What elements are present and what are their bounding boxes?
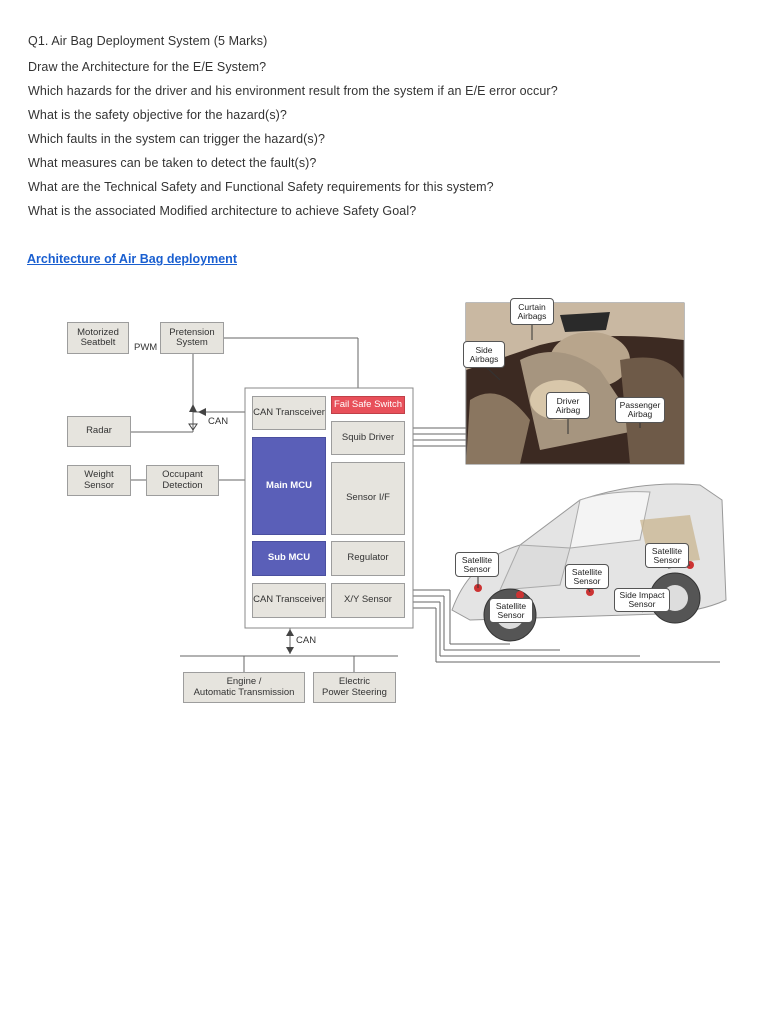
question-line: Which faults in the system can trigger the hazard(s)? — [28, 132, 326, 146]
occupant-detection-box: Occupant Detection — [146, 465, 219, 496]
question-line: What is the safety objective for the hazard(s)? — [28, 108, 287, 122]
sensor-if-box: Sensor I/F — [331, 462, 405, 535]
passenger-airbag-callout: Passenger Airbag — [615, 397, 665, 423]
architecture-heading-link[interactable]: Architecture of Air Bag deployment — [27, 252, 237, 266]
question-line: Which hazards for the driver and his environment result from the system if an E/E error occur? — [28, 84, 558, 98]
motorized-seatbelt-box: Motorized Seatbelt — [67, 322, 129, 354]
car-interior-illustration — [466, 303, 684, 464]
can-transceiver-top-box: CAN Transceiver — [252, 396, 326, 430]
curtain-airbags-callout: Curtain Airbags — [510, 298, 554, 325]
can-transceiver-bottom-box: CAN Transceiver — [252, 583, 326, 618]
question-line: What is the associated Modified architecture to achieve Safety Goal? — [28, 204, 417, 218]
satellite-sensor-callout: Satellite Sensor — [645, 543, 689, 568]
xy-sensor-box: X/Y Sensor — [331, 583, 405, 618]
side-airbags-callout: Side Airbags — [463, 341, 505, 368]
weight-sensor-box: Weight Sensor — [67, 465, 131, 496]
question-line: What are the Technical Safety and Functional Safety requirements for this system? — [28, 180, 494, 194]
pretension-system-box: Pretension System — [160, 322, 224, 354]
pwm-label: PWM — [134, 342, 158, 353]
satellite-sensor-callout: Satellite Sensor — [489, 598, 533, 623]
driver-airbag-callout: Driver Airbag — [546, 392, 590, 419]
can-label-top: CAN — [208, 416, 229, 427]
can-label-bottom: CAN — [296, 635, 317, 646]
side-impact-sensor-callout: Side Impact Sensor — [614, 588, 670, 612]
regulator-box: Regulator — [331, 541, 405, 576]
fail-safe-switch-box: Fail Safe Switch — [331, 396, 405, 414]
question-line: Draw the Architecture for the E/E System? — [28, 60, 267, 74]
squib-driver-box: Squib Driver — [331, 421, 405, 455]
satellite-sensor-callout: Satellite Sensor — [455, 552, 499, 577]
engine-transmission-box: Engine / Automatic Transmission — [183, 672, 305, 703]
radar-box: Radar — [67, 416, 131, 447]
sub-mcu-box: Sub MCU — [252, 541, 326, 576]
electric-power-steering-box: Electric Power Steering — [313, 672, 396, 703]
satellite-sensor-callout: Satellite Sensor — [565, 564, 609, 589]
question-line: What measures can be taken to detect the fault(s)? — [28, 156, 317, 170]
main-mcu-box: Main MCU — [252, 437, 326, 535]
question-title: Q1. Air Bag Deployment System (5 Marks) — [28, 34, 268, 48]
